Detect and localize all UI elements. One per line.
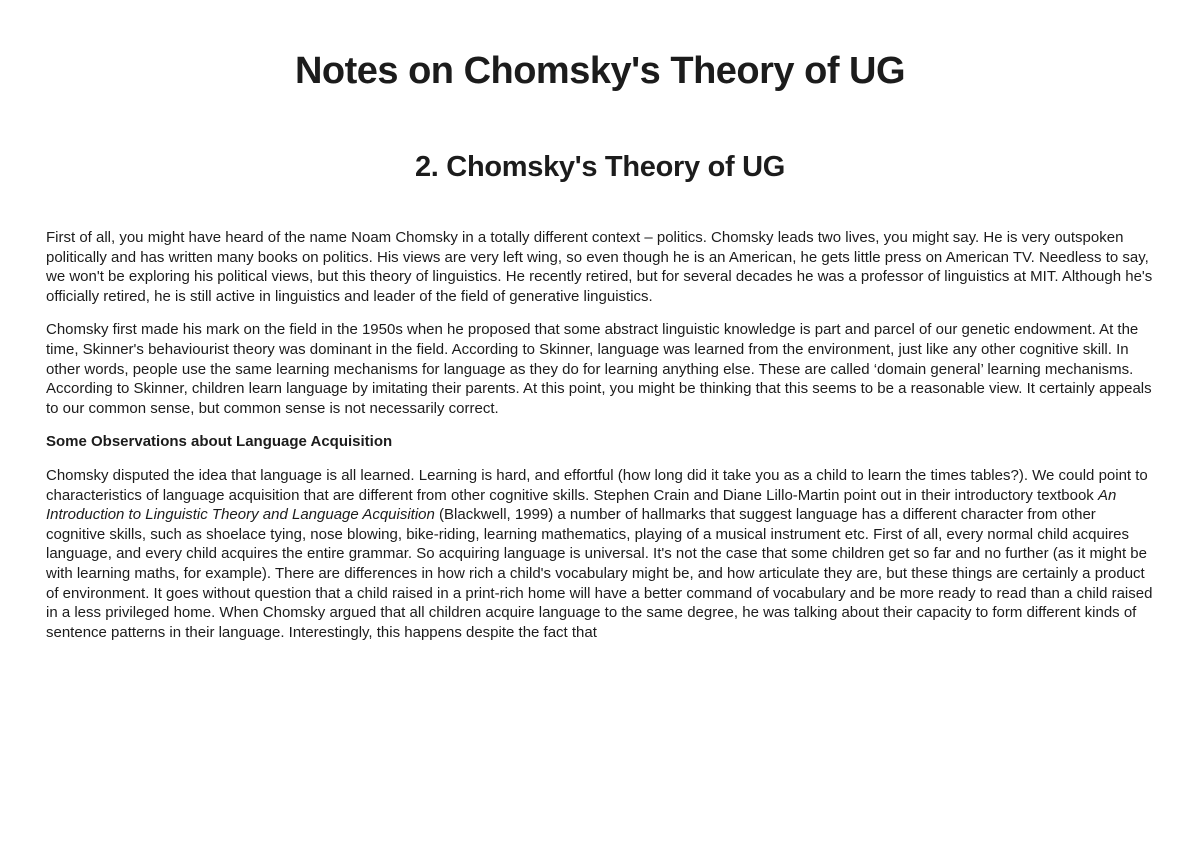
document-title: Notes on Chomsky's Theory of UG [294, 50, 906, 92]
paragraph-skinner: Chomsky first made his mark on the field in the 1950s when he proposed that some abstract linguistic knowledge is part and parcel of our genetic endowment. At the time, Skinner's behaviourist theory was dominant in the field. According to Skinner, language was learned from the environment, just like any other cognitive skill. In other words, people use the same learning mechanisms for language as they do for learning anything else. These are called ‘domain general’ learning mechanisms. According to Skinner, children learn language by imitating their parents. At this point, you might be thinking that this seems to be a reasonable view. It certainly appeals to our common sense, but common sense is not necessarily correct. [46, 321, 1152, 417]
paragraph-acquisition-text-1: Chomsky disputed the idea that language is all learned. Learning is hard, and effortful (how long did it take you as a child to learn the times tables?). We could point to characteristics of language acquisition that are different from other cognitive skills. Stephen Crain and Diane Lillo-Martin point out in their introductory textbook [46, 466, 1148, 504]
document-body [46, 228, 1154, 642]
subheading-observations: Some Observations about Language Acquisition [46, 433, 393, 451]
paragraph-acquisition [46, 466, 1154, 642]
paragraph-intro: First of all, you might have heard of the name Noam Chomsky in a totally different context – politics. Chomsky leads two lives, you might say. He is very outspoken politically and has written many books on politics. His views are very left wing, so even though he is an American, he gets little press on American TV. Needless to say, we won't be exploring his political views, but this theory of linguistics. He recently retired, but for several decades he was a professor of linguistics at MIT. Although he's officially retired, he is still active in linguistics and leader of the field of generative linguistics. [46, 229, 1153, 305]
book-title: An Introduction to Linguistic Theory and Language Acquisition [46, 486, 1117, 524]
paragraph-acquisition-text-2: (Blackwell, 1999) a number of hallmarks that suggest language has a different character from other cognitive skills, such as shoelace tying, nose blowing, bike-riding, learning mathematics, playing of a musical instrument etc. First of all, every normal child acquires language, and every child acquires the entire grammar. So acquiring language is universal. It's not the case that some children get so far and no further (as it might be with learning maths, for example). There are differences in how rich a child's vocabulary might be, and how articulate they are, but these things are certainly a product of environment. It goes without question that a child raised in a print-rich home will have a better command of vocabulary and be more ready to read than a child raised in a less privileged home. When Chomsky argued that all children acquire language to the same degree, he was talking about their capacity to form different kinds of sentence patterns in their language. Interestingly, this happens despite the fact that [46, 506, 1153, 641]
section-title: 2. Chomsky's Theory of UG [414, 151, 786, 183]
